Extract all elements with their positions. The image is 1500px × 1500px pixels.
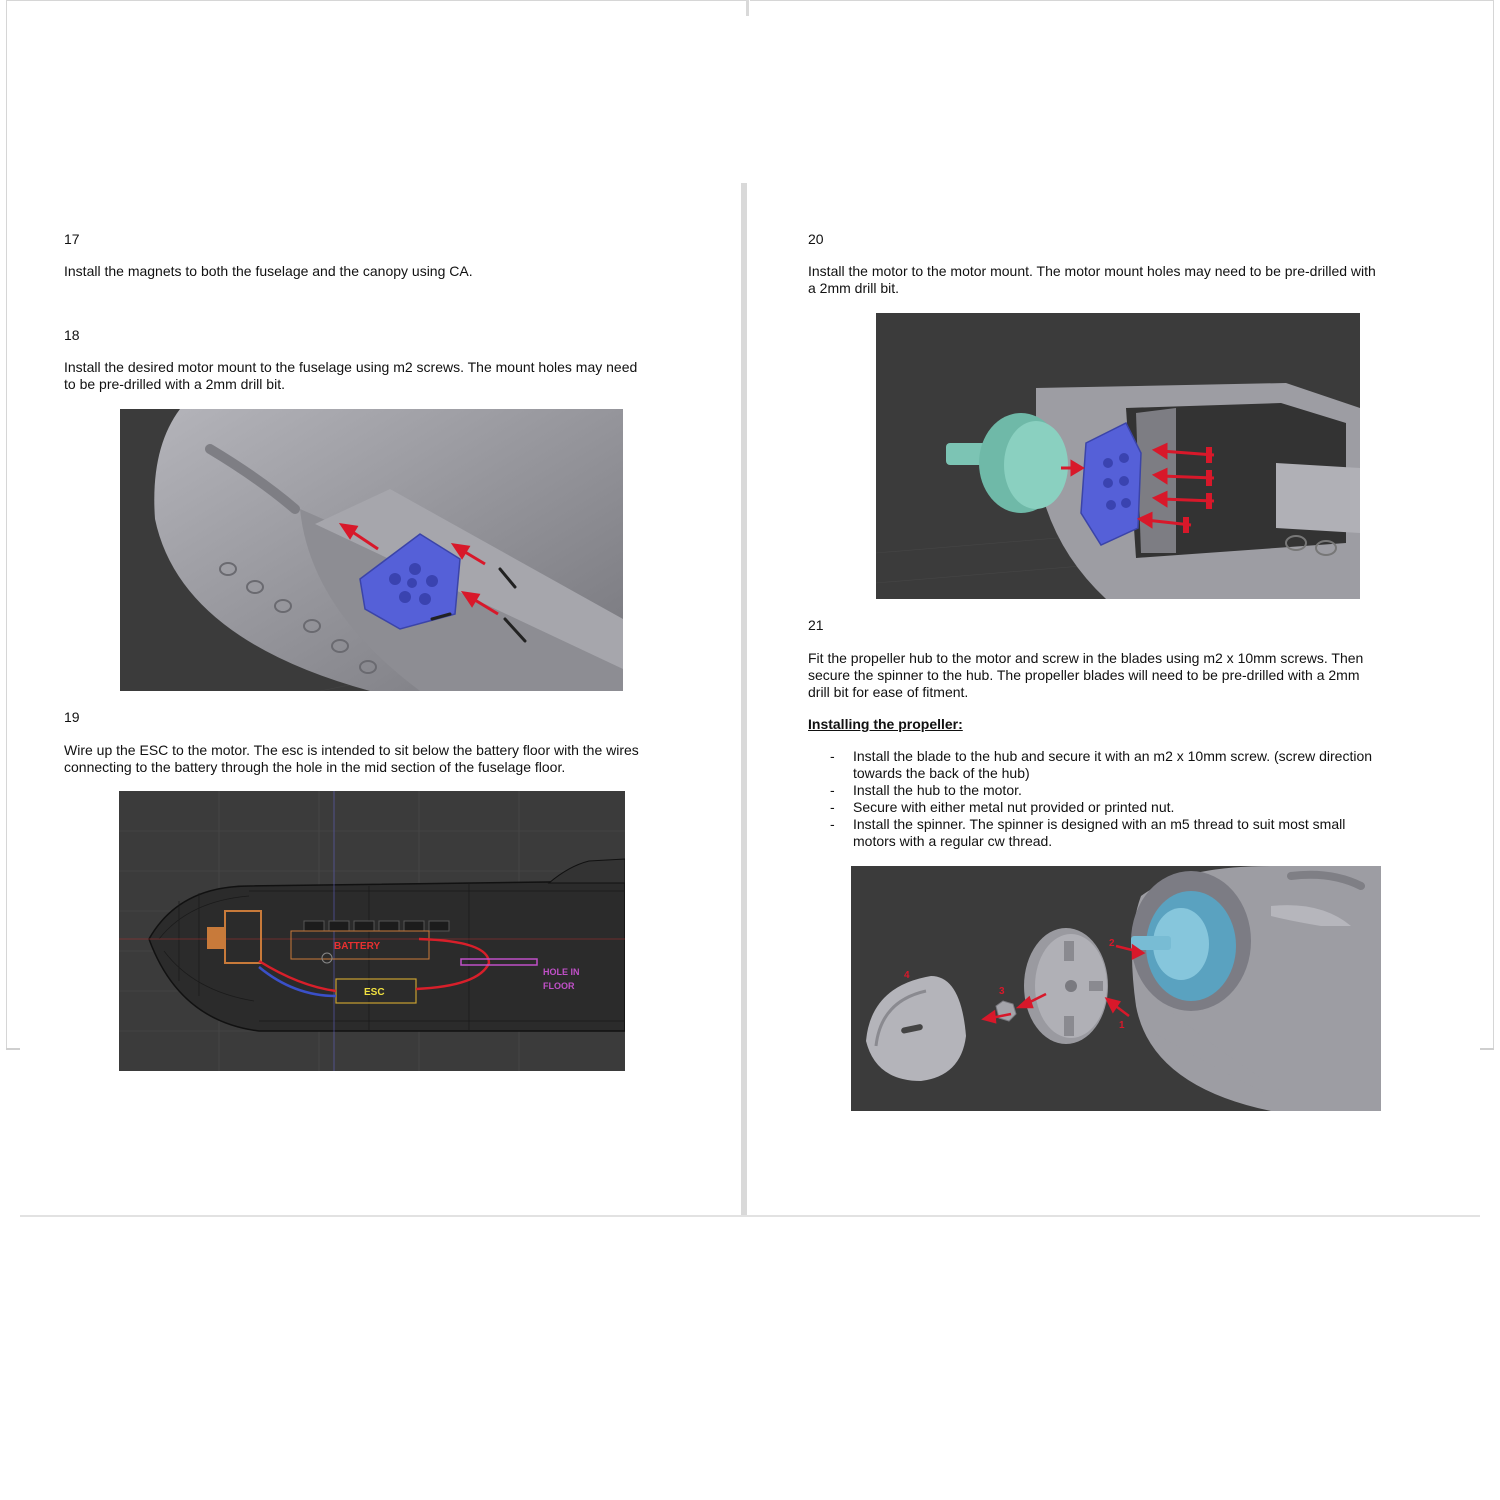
step-19-number: 19 <box>64 709 80 725</box>
step-17-text: Install the magnets to both the fuselage and the canopy using CA. <box>64 263 473 279</box>
propeller-steps-list <box>808 748 1468 850</box>
battery-label: BATTERY <box>334 941 381 952</box>
esc-label: ESC <box>364 987 385 998</box>
motor-install-render <box>876 313 1360 599</box>
step-21-figure <box>851 866 1381 1111</box>
bottom-rule <box>20 1215 1480 1217</box>
list-item-line-2: motors with a regular cw thread. <box>853 833 1053 849</box>
step-18-number: 18 <box>64 327 80 343</box>
step-20-line-1: Install the motor to the motor mount. The motor mount holes may need to be pre-drilled with <box>808 263 1376 279</box>
figure-label-3: 3 <box>999 986 1005 997</box>
list-item-line-2: towards the back of the hub) <box>853 765 1030 781</box>
step-19-line-2: connecting to the battery through the hole in the mid section of the fuselage floor. <box>64 759 566 775</box>
step-19-figure <box>119 791 625 1071</box>
step-19-text <box>64 742 734 776</box>
step-17-number: 17 <box>64 231 80 247</box>
list-item <box>808 748 1468 782</box>
list-item <box>808 816 1468 850</box>
list-item-line-1: - Secure with either metal nut provided or printed nut. <box>853 799 1175 815</box>
list-item <box>808 782 1468 799</box>
corner-mark-left <box>6 1048 20 1050</box>
hole-label-line-1: HOLE IN <box>543 967 580 977</box>
figure-label-2: 2 <box>1109 938 1115 949</box>
step-20-line-2: a 2mm drill bit. <box>808 280 900 296</box>
step-21-line-1: Fit the propeller hub to the motor and screw in the blades using m2 x 10mm screws. Then <box>808 650 1364 666</box>
installing-propeller-heading: Installing the propeller: <box>808 716 963 732</box>
step-20-text <box>808 263 1478 297</box>
propeller-exploded-render <box>851 866 1381 1111</box>
step-18-line-2: to be pre-drilled with a 2mm drill bit. <box>64 376 285 392</box>
page-gutter-top <box>746 0 749 16</box>
corner-mark-right <box>1480 1048 1494 1050</box>
step-21-number: 21 <box>808 617 824 633</box>
step-20-number: 20 <box>808 231 824 247</box>
step-21-line-3: drill bit for ease of fitment. <box>808 684 969 700</box>
hole-label-line-2: FLOOR <box>543 981 575 991</box>
step-21-text <box>808 650 1478 701</box>
list-item-line-1: - Install the blade to the hub and secure it with an m2 x 10mm screw. (screw direction <box>853 748 1373 764</box>
figure-label-4: 4 <box>904 970 910 981</box>
figure-label-1: 1 <box>1119 1020 1125 1031</box>
step-18-figure <box>120 409 623 691</box>
list-item <box>808 799 1468 816</box>
step-18-line-1: Install the desired motor mount to the fuselage using m2 screws. The mount holes may need <box>64 359 638 375</box>
list-item-line-1: - Install the spinner. The spinner is designed with an m5 thread to suit most small <box>853 816 1346 832</box>
step-21-line-2: secure the spinner to the hub. The propeller blades will need to be pre-drilled with a 2mm <box>808 667 1360 683</box>
esc-wiring-render <box>119 791 625 1071</box>
page-gutter <box>741 183 747 1217</box>
fuselage-motor-mount-render <box>120 409 623 691</box>
list-item-line-1: - Install the hub to the motor. <box>853 782 1022 798</box>
step-19-line-1: Wire up the ESC to the motor. The esc is intended to sit below the battery floor with the wires <box>64 742 639 758</box>
step-18-text <box>64 359 734 393</box>
step-20-figure <box>876 313 1360 599</box>
